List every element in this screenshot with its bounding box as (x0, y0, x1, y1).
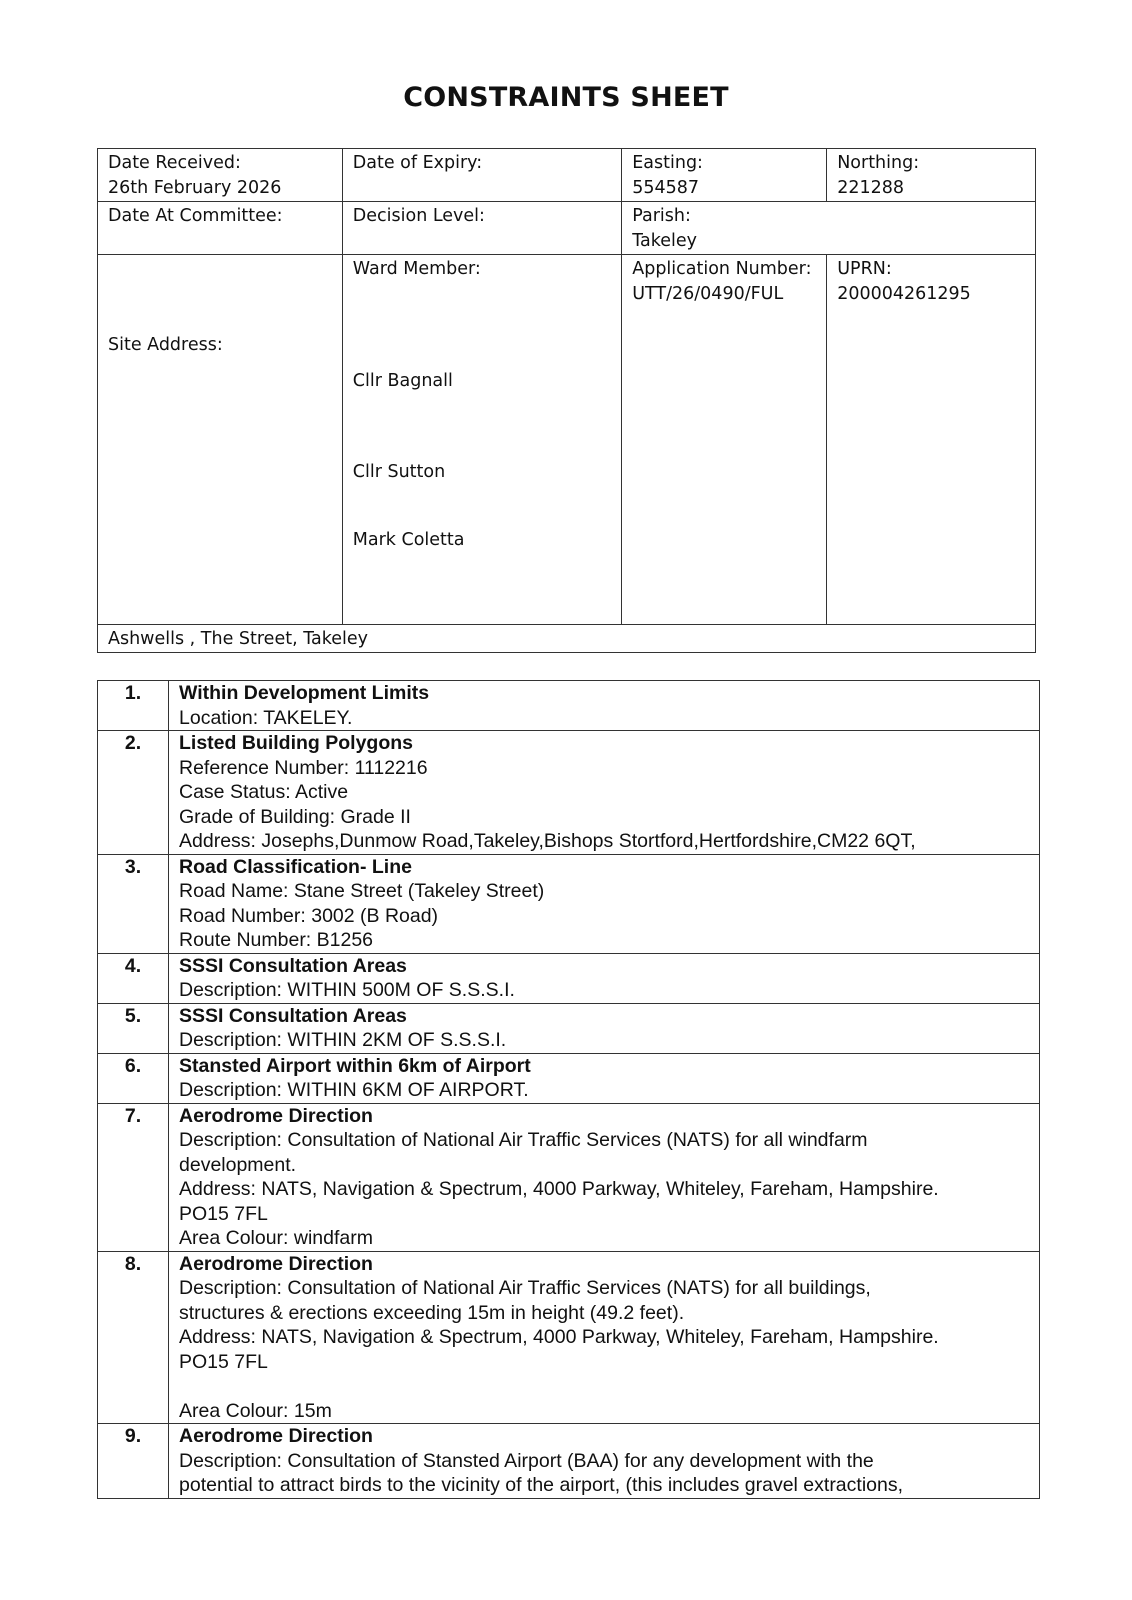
constraint-line: Description: Consultation of National Air Traffic Services (NATS) for all buildings, (179, 1277, 871, 1299)
constraint-number: 4. (98, 953, 169, 1003)
application-number-cell (622, 255, 827, 625)
site-address-cell (98, 255, 343, 625)
constraint-line: Address: Josephs,Dunmow Road,Takeley,Bishops Stortford,Hertfordshire,CM22 6QT, (179, 830, 916, 852)
application-number-label: Application Number: (632, 259, 812, 279)
constraint-row (98, 731, 1040, 855)
constraint-row (98, 681, 1040, 731)
constraint-line: Location: TAKELEY. (179, 706, 353, 729)
date-received-label: Date Received: (108, 153, 241, 173)
constraint-body (169, 1003, 1040, 1053)
constraint-row (98, 1251, 1040, 1424)
ward-member-3: Mark Coletta (352, 530, 465, 550)
constraint-body (169, 1053, 1040, 1103)
constraint-heading: Road Classification- Line (179, 855, 412, 878)
constraint-number: 6. (98, 1053, 169, 1103)
constraint-number: 9. (98, 1424, 169, 1499)
ward-member-label: Ward Member: (352, 259, 481, 279)
constraint-line: Grade of Building: Grade II (179, 805, 411, 828)
constraint-line: Description: Consultation of National Air Traffic Services (NATS) for all windfarm (179, 1129, 868, 1151)
easting-cell (622, 149, 827, 202)
decision-level-label: Decision Level: (352, 206, 485, 226)
uprn-label: UPRN: (837, 259, 892, 279)
site-address-label: Site Address: (108, 335, 223, 355)
constraint-body (169, 953, 1040, 1003)
constraint-heading: Aerodrome Direction (179, 1104, 373, 1127)
constraint-row (98, 854, 1040, 953)
ward-member-1: Cllr Bagnall (352, 371, 453, 391)
constraint-body (169, 731, 1040, 855)
constraint-number: 2. (98, 731, 169, 855)
date-received-cell (98, 149, 343, 202)
constraint-row (98, 1424, 1040, 1499)
constraint-body (169, 854, 1040, 953)
constraint-row (98, 1103, 1040, 1251)
constraint-line: PO15 7FL (179, 1202, 268, 1225)
constraint-line: Road Number: 3002 (B Road) (179, 904, 439, 927)
constraint-row (98, 1003, 1040, 1053)
date-expiry-cell (342, 149, 621, 202)
ward-member-cell (342, 255, 621, 625)
constraint-heading: Listed Building Polygons (179, 732, 413, 754)
northing-cell (827, 149, 1036, 202)
constraint-line: Address: NATS, Navigation & Spectrum, 4000 Parkway, Whiteley, Fareham, Hampshire. (179, 1326, 939, 1348)
constraint-line: Case Status: Active (179, 781, 349, 803)
easting-value: 554587 (632, 178, 700, 198)
constraint-line: Description: WITHIN 6KM OF AIRPORT. (179, 1079, 529, 1101)
ward-member-2: Cllr Sutton (352, 462, 446, 482)
constraint-heading: SSSI Consultation Areas (179, 954, 407, 977)
constraint-body (169, 1424, 1040, 1499)
parish-value: Takeley (632, 231, 698, 251)
constraint-number: 5. (98, 1003, 169, 1053)
parish-cell (622, 202, 1036, 255)
application-number-value: UTT/26/0490/FUL (632, 284, 784, 304)
constraint-number: 3. (98, 854, 169, 953)
constraint-line (179, 1374, 1029, 1399)
constraint-number: 7. (98, 1103, 169, 1251)
page-title: CONSTRAINTS SHEET (403, 82, 729, 113)
constraint-row (98, 953, 1040, 1003)
date-committee-cell (98, 202, 343, 255)
northing-label: Northing: (837, 153, 920, 173)
constraint-body (169, 1103, 1040, 1251)
constraints-table (97, 680, 1040, 1499)
constraint-number: 1. (98, 681, 169, 731)
constraint-line: Description: Consultation of Stansted Airport (BAA) for any development with the (179, 1449, 874, 1472)
parish-label: Parish: (632, 206, 691, 226)
site-address-value-cell (98, 625, 1036, 653)
constraint-heading: Aerodrome Direction (179, 1425, 373, 1447)
header-table (97, 148, 1036, 653)
easting-label: Easting: (632, 153, 703, 173)
constraint-heading: SSSI Consultation Areas (179, 1004, 407, 1027)
date-committee-label: Date At Committee: (108, 206, 283, 226)
constraint-line: Description: WITHIN 500M OF S.S.S.I. (179, 979, 515, 1001)
constraint-line: development. (179, 1153, 297, 1176)
constraint-body (169, 1251, 1040, 1424)
site-address-value: Ashwells , The Street, Takeley (108, 629, 368, 649)
date-received-value: 26th February 2026 (108, 178, 282, 198)
constraint-line: Reference Number: 1112216 (179, 756, 428, 779)
uprn-cell (827, 255, 1036, 625)
date-expiry-label: Date of Expiry: (352, 153, 483, 173)
constraint-heading: Stansted Airport within 6km of Airport (179, 1054, 531, 1077)
constraint-line: potential to attract birds to the vicinity of the airport, (this includes gravel extractions, (179, 1474, 904, 1496)
uprn-value: 200004261295 (837, 284, 971, 304)
constraint-line: structures & erections exceeding 15m in height (49.2 feet). (179, 1301, 685, 1324)
constraint-body (169, 681, 1040, 731)
constraint-line: Description: WITHIN 2KM OF S.S.S.I. (179, 1029, 507, 1051)
constraint-line: PO15 7FL (179, 1350, 268, 1373)
constraint-line: Area Colour: windfarm (179, 1227, 373, 1249)
constraint-heading: Aerodrome Direction (179, 1252, 373, 1275)
constraint-row (98, 1053, 1040, 1103)
constraint-number: 8. (98, 1251, 169, 1424)
decision-level-cell (342, 202, 621, 255)
northing-value: 221288 (837, 178, 905, 198)
constraint-line: Route Number: B1256 (179, 929, 374, 951)
constraint-line: Address: NATS, Navigation & Spectrum, 4000 Parkway, Whiteley, Fareham, Hampshire. (179, 1178, 939, 1200)
constraint-line: Road Name: Stane Street (Takeley Street) (179, 880, 545, 902)
constraint-heading: Within Development Limits (179, 682, 430, 704)
constraint-line: Area Colour: 15m (179, 1399, 332, 1422)
